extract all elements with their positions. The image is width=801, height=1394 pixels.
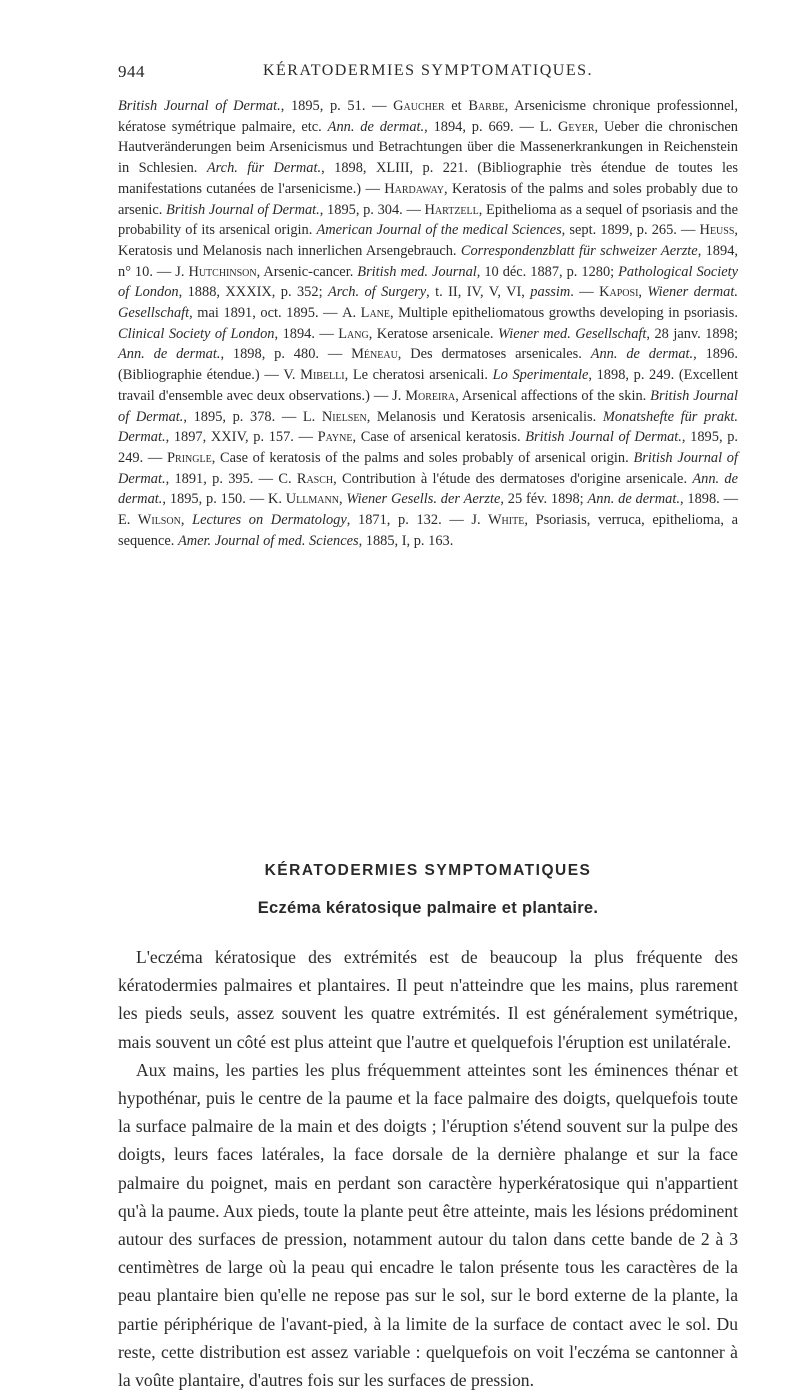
bibliography-source: Lo Sperimentale bbox=[492, 367, 589, 384]
bibliography-author: J. Moreira bbox=[392, 387, 456, 404]
bibliography-entry bbox=[588, 491, 738, 507]
bibliography-tail: , 1871, p. 132. — bbox=[346, 512, 472, 529]
bibliography-text: , Arsenic-cancer. bbox=[256, 263, 358, 280]
bibliography-author: Gaucher bbox=[393, 98, 445, 114]
bibliography-tail: , 1894. — bbox=[274, 325, 339, 342]
bibliography-author: Barbe bbox=[468, 98, 505, 114]
bibliography bbox=[118, 96, 738, 551]
bibliography-tail: , 1894, n° 10. — bbox=[118, 242, 738, 280]
running-title: KÉRATODERMIES SYMPTOMATIQUES. bbox=[262, 62, 594, 79]
bibliography-tail: , 1898, p. 480. — bbox=[220, 346, 352, 363]
bibliography-tail: . — bbox=[570, 284, 600, 301]
page-number: 944 bbox=[118, 62, 145, 81]
bibliography-author: Méneau bbox=[351, 346, 398, 363]
bibliography-text: , Keratosis of the palms and soles probably due to arsenic. bbox=[118, 180, 738, 218]
bibliography-tail: , 1894, p. 669. — bbox=[424, 118, 540, 135]
bibliography-tail: , 1895, p. 378. — bbox=[183, 408, 303, 425]
bibliography-text: , Contribution à l'étude des dermatoses d'origine arsenicale. bbox=[333, 470, 693, 487]
bibliography-entry bbox=[530, 284, 599, 300]
bibliography-source: Wiener dermat. Gesellschaft bbox=[118, 284, 738, 322]
bibliography-author: J. Hutchinson bbox=[175, 263, 257, 280]
bibliography-text: , Keratose arsenicale. bbox=[368, 325, 498, 342]
bibliography-source: British Journal of Dermat. bbox=[118, 449, 739, 487]
bibliography-tail: , 1895, p. 304. — bbox=[319, 201, 425, 218]
bibliography-author: K. Ullmann bbox=[267, 491, 339, 508]
bibliography-text: , Des dermatoses arsenicales. bbox=[397, 346, 591, 363]
bibliography-text: , Epithelioma as a sequel of psoriasis and the probability of its arsenical origin. bbox=[118, 201, 738, 239]
bibliography-tail: , 25 fév. 1898; bbox=[500, 491, 588, 508]
bibliography-tail: , 1898. — bbox=[679, 491, 738, 508]
bibliography-source: Lectures on Dermatology bbox=[192, 512, 347, 529]
bibliography-source: British Journal of Dermat. bbox=[118, 98, 281, 114]
bibliography-tail: , 1895, p. 249. — bbox=[118, 429, 738, 466]
bibliography-text: , Case of keratosis of the palms and soles probably of arsenical origin. bbox=[211, 449, 634, 466]
bibliography-text: , Psoriasis, verruca, epithelioma, a sequence. bbox=[118, 512, 738, 549]
bibliography-paragraph bbox=[118, 96, 738, 551]
bibliography-source: British med. Journal bbox=[357, 263, 477, 280]
body-paragraph: Aux mains, les parties les plus fréquemment atteintes sont les éminences thénar et hypothénar, puis le centre de la paume et la face palmaire des doigts, quelquefois toute la surface palmaire de la main et des doigts ; l'éruption s'étend souvent sur la pulpe des doigts, leurs faces latérales, la face dorsale de la dernière phalange et sur la face palmaire du poignet, mais en perdant son caractère hyperkératosique qui n'appartient qu'à la paume. Aux pieds, toute la plante peut être atteinte, mais les lésions prédominent autour des surfaces de pression, notamment autour du talon dans cette bande de 2 à 3 centimètres de large où la peau qui encadre le talon présente tous les caractères de la peau plantaire bien qu'elle ne repose pas sur le sol, sur le bord externe de la plante, la partie périphérique de l'avant-pied, à la limite de la surface de contact avec le sol. Du reste, cette distribution est assez variable : quelquefois on voit l'eczéma se cantonner à la voûte plantaire, d'autres fois sur les surfaces de pression. bbox=[118, 1059, 738, 1391]
bibliography-entry bbox=[118, 98, 393, 114]
bibliography-entry bbox=[175, 264, 618, 280]
bibliography-text: , Multiple epitheliomatous growths developing in psoriasis. bbox=[390, 305, 738, 322]
bibliography-source: Ann. de dermat. bbox=[587, 491, 680, 508]
bibliography-tail: , 1895, p. 150. — bbox=[162, 491, 268, 508]
bibliography-source: passim bbox=[530, 284, 571, 301]
bibliography-source: Arch. of Surgery bbox=[328, 284, 427, 301]
bibliography-tail: , 1898, p. 249. (Excellent travail d'ensemble avec deux observations.) — bbox=[118, 367, 739, 404]
bibliography-tail: , sept. 1899, p. 265. — bbox=[561, 222, 700, 239]
bibliography-author: Hartzell bbox=[424, 201, 479, 218]
bibliography-author: Kaposi bbox=[599, 284, 639, 301]
bibliography-source: Ann. de dermat. bbox=[590, 346, 694, 363]
bibliography-source: Amer. Journal of med. Sciences bbox=[177, 532, 359, 549]
bibliography-tail: , mai 1891, oct. 1895. — bbox=[189, 305, 343, 322]
bibliography-author: Heuss bbox=[699, 222, 735, 239]
bibliography-entry bbox=[338, 326, 738, 342]
bibliography-entry bbox=[118, 512, 471, 528]
bibliography-text: et bbox=[444, 98, 469, 114]
bibliography-source: Ann. de dermat. bbox=[118, 346, 221, 363]
bibliography-source: Ann. de dermat. bbox=[327, 118, 425, 135]
bibliography-source: Wiener Gesells. der Aerzte bbox=[346, 491, 501, 508]
bibliography-author: L. Geyer bbox=[539, 118, 595, 135]
bibliography-text: , bbox=[638, 284, 648, 301]
bibliography-tail: , 1898, XLIII, p. 221. (Bibliographie très étendue de toutes les manifestations cutanées de l'arsenicisme.) — bbox=[118, 160, 739, 197]
bibliography-tail: , 1888, XXXIX, p. 352; bbox=[178, 284, 328, 301]
bibliography-tail: , 1896. (Bibliographie étendue.) — bbox=[118, 346, 738, 384]
bibliography-author: V. Mibelli bbox=[283, 367, 345, 384]
bibliography-entry bbox=[118, 346, 351, 362]
bibliography-tail: , 28 janv. 1898; bbox=[646, 325, 739, 342]
bibliography-source: Wiener med. Gesellschaft bbox=[498, 325, 647, 342]
bibliography-text: , Keratosis und Melanosis nach innerlichen Arsengebrauch. bbox=[118, 222, 739, 259]
bibliography-tail: , t. II, IV, V, VI, bbox=[426, 284, 531, 301]
bibliography-author: J. White bbox=[471, 512, 525, 529]
bibliography-author: A. Lane bbox=[342, 305, 390, 322]
bibliography-source: American Journal of the medical Sciences bbox=[316, 222, 562, 239]
bibliography-source: Pathological Society of London bbox=[118, 263, 739, 301]
bibliography-entry bbox=[393, 98, 468, 114]
bibliography-entry bbox=[268, 491, 588, 507]
body-text bbox=[118, 943, 738, 1394]
bibliography-source: Clinical Society of London bbox=[118, 325, 275, 342]
bibliography-tail: , 1895, p. 51. — bbox=[280, 98, 394, 114]
bibliography-author: C. Rasch bbox=[278, 470, 334, 487]
bibliography-author: L. Nielsen bbox=[302, 408, 367, 425]
bibliography-text: , Case of arsenical keratosis. bbox=[352, 429, 526, 446]
subsection-heading: Eczéma kératosique palmaire et plantaire. bbox=[257, 899, 599, 917]
bibliography-author: Pringle bbox=[167, 449, 212, 466]
bibliography-author: E. Wilson bbox=[118, 512, 181, 529]
body-paragraph: L'eczéma kératosique des extrémités est de beaucoup la plus fréquente des kératodermies palmaires et plantaires. Il peut n'atteindre que les mains, plus rarement les pieds seuls, assez souvent les quatre extrémités. Il est généralement symétrique, mais souvent un côté est plus atteint que l'autre et quelquefois l'éruption est unilatérale. bbox=[118, 947, 738, 1052]
bibliography-text: , Ueber die chronischen Hautveränderungen beim Arsenicismus und Betrachtungen über die Massenerkrankungen in Reichenstein in Schlesien. bbox=[118, 118, 738, 177]
bibliography-source: Ann. de dermat. bbox=[118, 470, 738, 508]
bibliography-author: Lang bbox=[338, 325, 369, 342]
running-head bbox=[118, 62, 738, 84]
bibliography-text: , bbox=[180, 512, 193, 529]
bibliography-text: , Arsenical affections of the skin. bbox=[455, 387, 651, 404]
bibliography-tail: , 1891, p. 395. — bbox=[165, 470, 279, 487]
bibliography-source: Monatshefte für prakt. Dermat. bbox=[118, 408, 738, 446]
bibliography-source: Arch. für Dermat. bbox=[206, 160, 322, 177]
bibliography-tail: , 1885, I, p. 163. bbox=[358, 532, 454, 549]
bibliography-source: British Journal of Dermat. bbox=[525, 429, 682, 446]
bibliography-tail: , 1897, XXIV, p. 157. — bbox=[165, 429, 318, 446]
bibliography-text: , bbox=[338, 491, 347, 508]
bibliography-source: British Journal of Dermat. bbox=[166, 201, 320, 218]
bibliography-tail: , 10 déc. 1887, p. 1280; bbox=[476, 263, 619, 280]
section-heading: KÉRATODERMIES SYMPTOMATIQUES bbox=[264, 862, 592, 879]
bibliography-author: Hardaway bbox=[384, 180, 445, 197]
bibliography-entry bbox=[328, 284, 530, 300]
bibliography-source: Correspondenzblatt für schweizer Aerzte bbox=[460, 242, 698, 259]
bibliography-text: , Melanosis und Keratosis arsenicalis. bbox=[366, 408, 603, 425]
bibliography-text: , Arsenicisme chronique professionnel, kératose symétrique palmaire, etc. bbox=[118, 98, 739, 135]
bibliography-author: Payne bbox=[317, 429, 353, 446]
bibliography-source: British Journal of Dermat. bbox=[118, 387, 738, 425]
bibliography-text: , Le cheratosi arsenicali. bbox=[344, 367, 493, 384]
